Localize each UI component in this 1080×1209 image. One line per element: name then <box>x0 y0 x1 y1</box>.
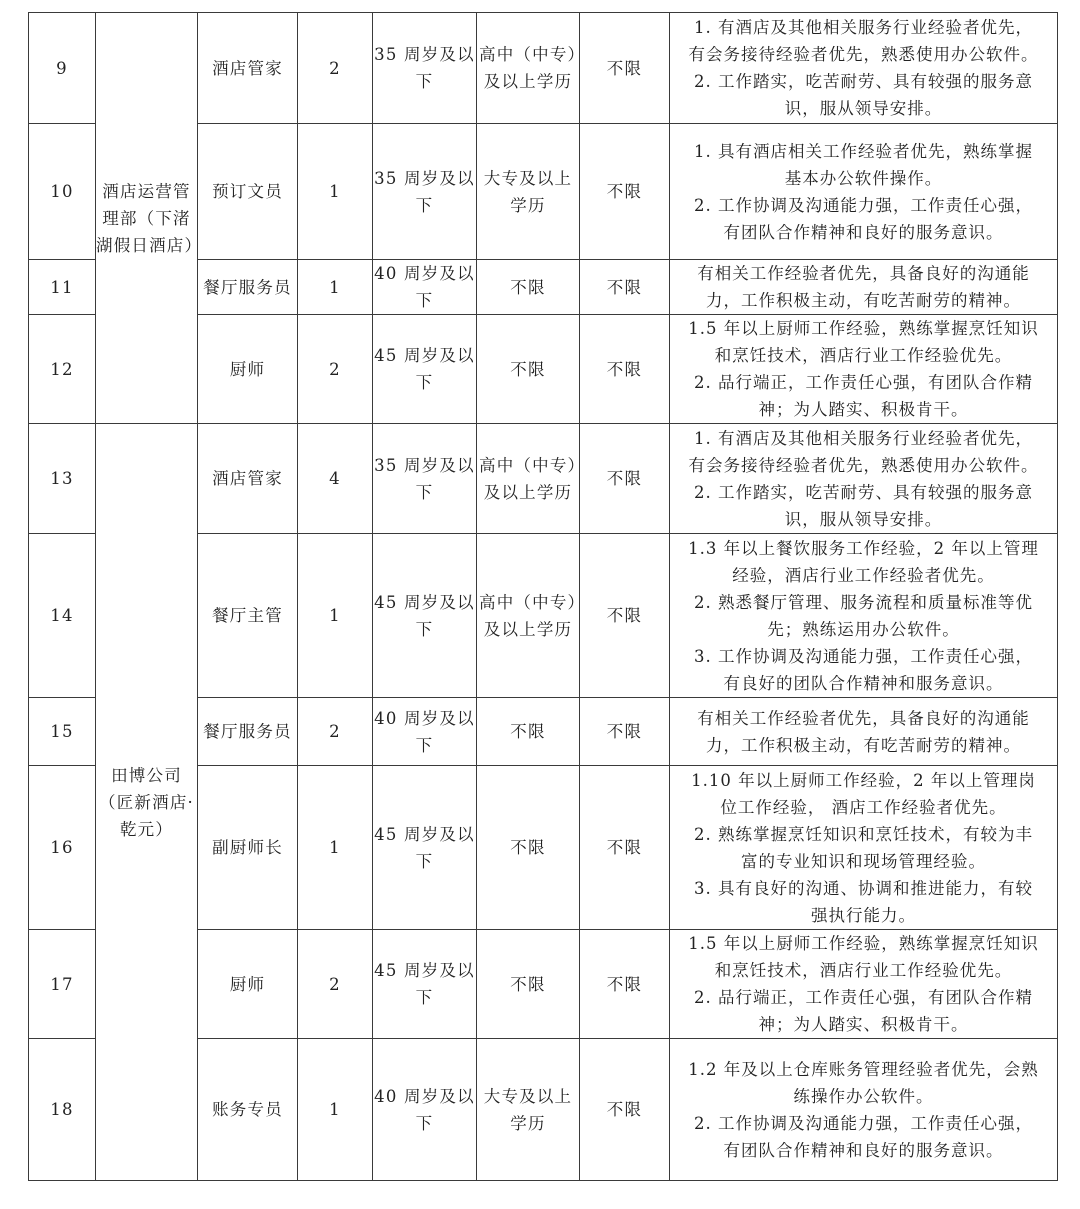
requirement-line: 有会务接待经验者优先，熟悉使用办公软件。 <box>688 455 1039 475</box>
requirement-line: 识，服从领导安排。 <box>784 509 943 529</box>
requirement-line: 有团队合作精神和良好的服务意识。 <box>723 222 1004 242</box>
education-requirement: 大专及以上学历 <box>477 1039 580 1181</box>
headcount: 4 <box>298 424 373 534</box>
major-requirement: 不限 <box>580 260 670 315</box>
row-number: 14 <box>29 534 96 698</box>
age-limit: 45 周岁及以下 <box>373 315 477 424</box>
row-number: 10 <box>29 124 96 260</box>
major-requirement: 不限 <box>580 766 670 930</box>
requirements-cell <box>670 13 1058 124</box>
position-name: 副厨师长 <box>198 766 298 930</box>
table-row <box>29 13 1058 124</box>
headcount: 1 <box>298 124 373 260</box>
row-number: 16 <box>29 766 96 930</box>
age-limit: 45 周岁及以下 <box>373 766 477 930</box>
major-requirement: 不限 <box>580 930 670 1039</box>
row-number: 18 <box>29 1039 96 1181</box>
age-limit: 45 周岁及以下 <box>373 930 477 1039</box>
requirement-line: 2. 品行端正，工作责任心强，有团队合作精 <box>694 988 1033 1007</box>
row-number: 13 <box>29 424 96 534</box>
requirement-line: 1.5 年以上厨师工作经验，熟练掌握烹饪知识 <box>688 934 1039 953</box>
age-limit: 35 周岁及以下 <box>373 124 477 260</box>
education-requirement: 大专及以上学历 <box>477 124 580 260</box>
row-number: 11 <box>29 260 96 315</box>
requirement-line: 2. 熟练掌握烹饪知识和烹饪技术，有较为丰 <box>694 824 1033 844</box>
position-name: 餐厅主管 <box>198 534 298 698</box>
requirement-line: 位工作经验， 酒店工作经验者优先。 <box>720 797 1007 817</box>
headcount: 1 <box>298 534 373 698</box>
education-requirement: 不限 <box>477 260 580 315</box>
requirement-line: 和烹饪技术，酒店行业工作经验优先。 <box>714 346 1013 365</box>
headcount: 2 <box>298 698 373 766</box>
requirements-cell <box>670 766 1058 930</box>
education-requirement: 不限 <box>477 315 580 424</box>
requirements-cell <box>670 424 1058 534</box>
requirement-line: 1. 有酒店及其他相关服务行业经验者优先， <box>694 18 1033 37</box>
education-requirement: 高中（中专）及以上学历 <box>477 13 580 124</box>
requirements-cell <box>670 124 1058 260</box>
requirement-line: 力，工作积极主动，有吃苦耐劳的精神。 <box>706 291 1021 310</box>
recruitment-table <box>28 12 1058 1181</box>
requirement-line: 1. 有酒店及其他相关服务行业经验者优先， <box>694 428 1033 448</box>
major-requirement: 不限 <box>580 534 670 698</box>
requirement-line: 1.5 年以上厨师工作经验，熟练掌握烹饪知识 <box>688 319 1039 338</box>
requirement-line: 神；为人踏实、积极肯干。 <box>758 1015 969 1034</box>
major-requirement: 不限 <box>580 1039 670 1181</box>
requirement-line: 2. 熟悉餐厅管理、服务流程和质量标准等优 <box>694 592 1033 612</box>
table-row <box>29 424 1058 534</box>
table-body <box>29 13 1058 1181</box>
position-name: 预订文员 <box>198 124 298 260</box>
requirement-line: 3. 具有良好的沟通、协调和推进能力，有较 <box>694 878 1033 898</box>
position-name: 酒店管家 <box>198 13 298 124</box>
requirements-cell <box>670 534 1058 698</box>
requirement-line: 和烹饪技术，酒店行业工作经验优先。 <box>714 961 1013 980</box>
requirement-line: 先；熟练运用办公软件。 <box>767 619 960 639</box>
row-number: 17 <box>29 930 96 1039</box>
age-limit: 40 周岁及以下 <box>373 260 477 315</box>
major-requirement: 不限 <box>580 698 670 766</box>
major-requirement: 不限 <box>580 424 670 534</box>
position-name: 厨师 <box>198 930 298 1039</box>
headcount: 2 <box>298 930 373 1039</box>
requirement-line: 1.2 年及以上仓库账务管理经验者优先，会熟 <box>688 1059 1039 1079</box>
position-name: 餐厅服务员 <box>198 698 298 766</box>
position-name: 厨师 <box>198 315 298 424</box>
requirement-line: 3. 工作协调及沟通能力强，工作责任心强， <box>694 646 1033 666</box>
requirement-line: 富的专业知识和现场管理经验。 <box>741 851 986 871</box>
row-number: 9 <box>29 13 96 124</box>
requirement-line: 2. 工作踏实，吃苦耐劳、具有较强的服务意 <box>694 72 1033 91</box>
requirements-cell <box>670 1039 1058 1181</box>
education-requirement: 高中（中专）及以上学历 <box>477 424 580 534</box>
requirement-line: 神；为人踏实、积极肯干。 <box>758 400 969 419</box>
education-requirement: 不限 <box>477 930 580 1039</box>
requirement-line: 有团队合作精神和良好的服务意识。 <box>723 1140 1004 1160</box>
department-cell: 田博公司（匠新酒店·乾元） <box>96 424 198 1181</box>
position-name: 餐厅服务员 <box>198 260 298 315</box>
requirement-line: 有良好的团队合作精神和服务意识。 <box>723 673 1004 693</box>
requirements-cell <box>670 698 1058 766</box>
requirement-line: 有会务接待经验者优先，熟悉使用办公软件。 <box>688 45 1039 64</box>
requirement-line: 1.10 年以上厨师工作经验，2 年以上管理岗 <box>691 770 1036 790</box>
row-number: 15 <box>29 698 96 766</box>
requirement-line: 2. 工作协调及沟通能力强，工作责任心强， <box>694 195 1033 215</box>
education-requirement: 不限 <box>477 698 580 766</box>
age-limit: 35 周岁及以下 <box>373 424 477 534</box>
requirement-line: 1.3 年以上餐饮服务工作经验，2 年以上管理 <box>688 538 1039 558</box>
headcount: 2 <box>298 13 373 124</box>
age-limit: 45 周岁及以下 <box>373 534 477 698</box>
requirements-cell <box>670 930 1058 1039</box>
headcount: 1 <box>298 1039 373 1181</box>
age-limit: 40 周岁及以下 <box>373 698 477 766</box>
requirement-line: 有相关工作经验者优先，具备良好的沟通能 <box>697 264 1030 283</box>
requirement-line: 经验，酒店行业工作经验者优先。 <box>732 565 995 585</box>
department-cell: 酒店运营管理部（下渚湖假日酒店） <box>96 13 198 424</box>
education-requirement: 高中（中专）及以上学历 <box>477 534 580 698</box>
education-requirement: 不限 <box>477 766 580 930</box>
requirement-line: 有相关工作经验者优先，具备良好的沟通能 <box>697 708 1030 728</box>
requirement-line: 1. 具有酒店相关工作经验者优先，熟练掌握 <box>694 141 1033 161</box>
requirement-line: 强执行能力。 <box>811 905 916 925</box>
major-requirement: 不限 <box>580 13 670 124</box>
requirement-line: 基本办公软件操作。 <box>784 168 943 188</box>
headcount: 2 <box>298 315 373 424</box>
major-requirement: 不限 <box>580 124 670 260</box>
headcount: 1 <box>298 766 373 930</box>
requirements-cell <box>670 260 1058 315</box>
headcount: 1 <box>298 260 373 315</box>
requirement-line: 识，服从领导安排。 <box>784 99 943 118</box>
position-name: 酒店管家 <box>198 424 298 534</box>
requirement-line: 练操作办公软件。 <box>793 1086 934 1106</box>
requirement-line: 2. 品行端正，工作责任心强，有团队合作精 <box>694 373 1033 392</box>
requirements-cell <box>670 315 1058 424</box>
age-limit: 35 周岁及以下 <box>373 13 477 124</box>
major-requirement: 不限 <box>580 315 670 424</box>
requirement-line: 2. 工作协调及沟通能力强，工作责任心强， <box>694 1113 1033 1133</box>
age-limit: 40 周岁及以下 <box>373 1039 477 1181</box>
position-name: 账务专员 <box>198 1039 298 1181</box>
requirement-line: 2. 工作踏实，吃苦耐劳、具有较强的服务意 <box>694 482 1033 502</box>
requirement-line: 力，工作积极主动，有吃苦耐劳的精神。 <box>706 735 1021 755</box>
row-number: 12 <box>29 315 96 424</box>
